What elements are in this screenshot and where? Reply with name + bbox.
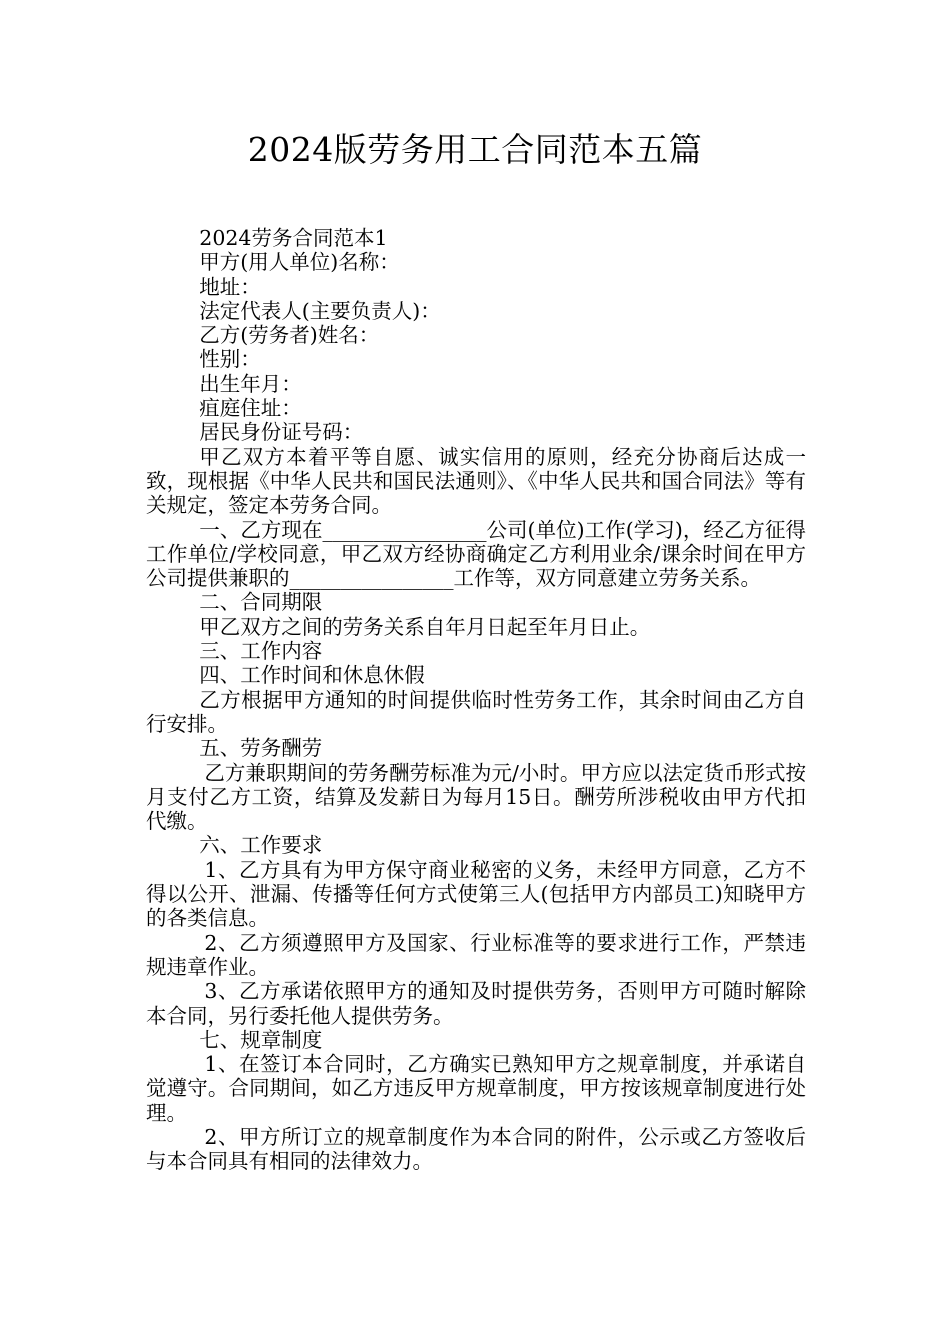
paragraph-rules-1: 1、在签订本合同时，乙方确实已熟知甲方之规章制度，并承诺自觉遵守。合同期间，如乙方违反甲方规章制度，甲方按该规章制度进行处理。	[146, 1052, 806, 1125]
field-home-address: 疽庭住址：	[199, 396, 302, 421]
paragraph-work-hours: 乙方根据甲方通知的时间提供临时性劳务工作，其余时间由乙方自行安排。	[146, 687, 806, 736]
paragraph-contract-term: 甲乙双方之间的劳务关系自年月日起至年月日止。	[199, 614, 651, 639]
field-party-a-name: 甲方(用人单位)名称：	[199, 250, 400, 275]
paragraph-remuneration: 乙方兼职期间的劳务酬劳标准为元/小时。甲方应以法定货币形式按月支付乙方工资，结算及发薪日为每月15日。酬劳所涉税收由甲方代扣代缴。	[146, 760, 806, 834]
heading-remuneration: 五、劳务酬劳	[199, 736, 323, 761]
paragraph-requirement-2: 2、乙方须遵照甲方及国家、行业标准等的要求进行工作，严禁违规违章作业。	[146, 930, 806, 979]
paragraph-requirement-3: 3、乙方承诺依照甲方的通知及时提供劳务，否则甲方可随时解除本合同，另行委托他人提供劳务。	[146, 979, 806, 1028]
heading-work-hours: 四、工作时间和休息休假	[199, 663, 425, 688]
document-body	[146, 226, 806, 1174]
heading-contract-term: 二、合同期限	[199, 590, 323, 615]
heading-rules: 七、规章制度	[199, 1027, 323, 1052]
field-address: 地址：	[199, 274, 261, 299]
document-title: 2024版劳务用工合同范本五篇	[247, 130, 703, 169]
field-legal-representative: 法定代表人(主要负责人)：	[199, 298, 441, 323]
contract-subtitle: 2024劳务合同范本1	[199, 226, 388, 250]
heading-work-requirements: 六、工作要求	[199, 833, 323, 858]
paragraph-preamble: 甲乙双方本着平等自愿、诚实信用的原则，经充分协商后达成一致，现根据《中华人民共和国民法通则》、《中华人民共和国合同法》等有关规定，签定本劳务合同。	[146, 444, 806, 518]
paragraph-requirement-1: 1、乙方具有为甲方保守商业秘密的义务，未经甲方同意，乙方不得以公开、泄漏、传播等任何方式使第三人(包括甲方内部员工)知晓甲方的各类信息。	[146, 857, 806, 931]
field-party-b-name: 乙方(劳务者)姓名：	[199, 323, 380, 348]
field-id-number: 居民身份证号码：	[199, 420, 364, 445]
field-gender: 性别：	[199, 347, 261, 372]
paragraph-rules-2: 2、甲方所订立的规章制度作为本合同的附件，公示或乙方签收后与本合同具有相同的法律效力。	[146, 1124, 806, 1174]
field-birth-date: 出生年月：	[199, 371, 302, 396]
paragraph-clause-1: 一、乙方现在________________公司(单位)工作(学习)，经乙方征得工作单位/学校同意，甲乙双方经协商确定乙方利用业余/课余时间在甲方公司提供兼职的________________工作等，双方同意建立劳务关系。	[146, 517, 806, 591]
heading-work-content: 三、工作内容	[199, 639, 323, 664]
